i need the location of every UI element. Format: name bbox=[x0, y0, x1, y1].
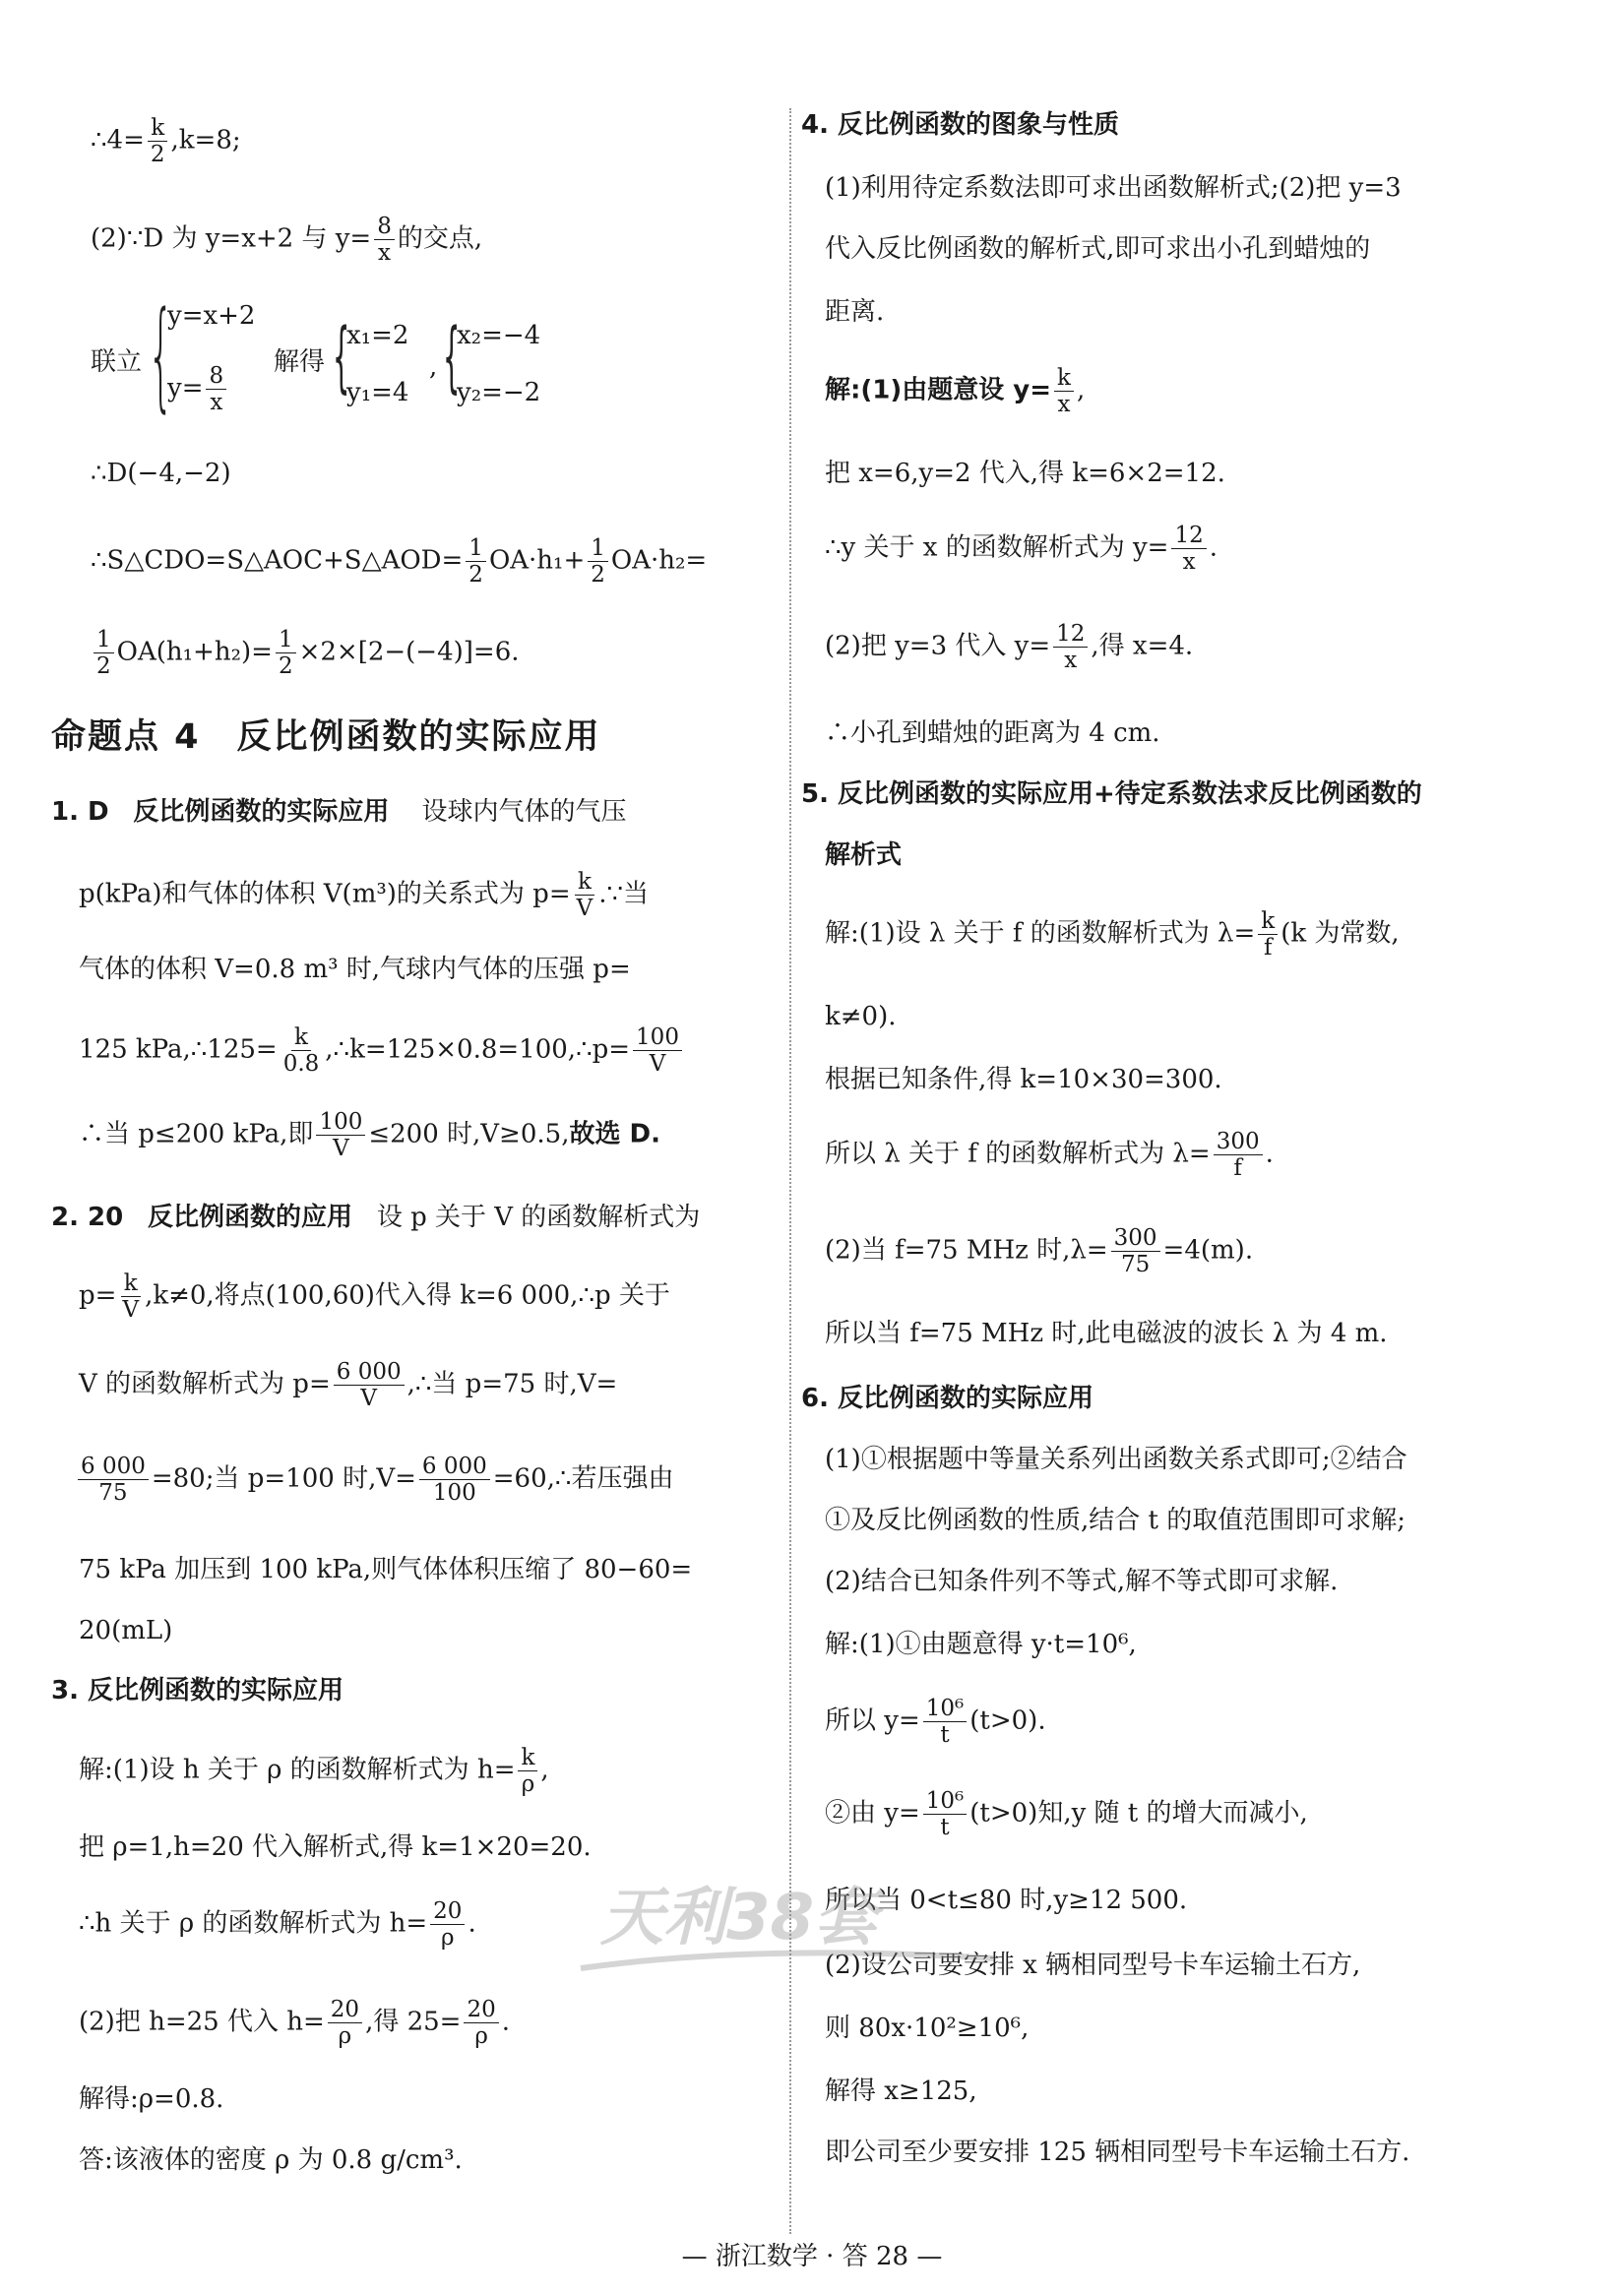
section-heading: 命题点 4 反比例函数的实际应用 bbox=[51, 717, 601, 757]
q5-line1: 解:(1)设 λ 关于 f 的函数解析式为 λ= $\frac{k}{f}$ (k 为常数, bbox=[825, 908, 1400, 961]
q2-line6: 20(mL) bbox=[79, 1616, 173, 1645]
q6-line6: ②由 y= $\frac{\text{10⁶}}{t}$ (t>0)知,y 随 t 的增大而减小, bbox=[825, 1788, 1308, 1841]
q4-line7: (2)把 y=3 代入 y= $\frac{12}{x}$ ,得 x=4. bbox=[825, 621, 1194, 674]
q5-line5: (2)当 f=75 MHz 时,λ= $\frac{300}{75}$ =4(m). bbox=[825, 1225, 1254, 1278]
q4-line4: 解:(1)由题意设 y= $\frac{k}{x}$ , bbox=[825, 365, 1086, 418]
q3-line3: ∴h 关于 ρ 的函数解析式为 h= $\frac{20}{\rho}$ . bbox=[79, 1898, 476, 1952]
q5-line4: 所以 λ 关于 f 的函数解析式为 λ= $\frac{300}{f}$ . bbox=[825, 1129, 1274, 1182]
line-area-sum: ∴S△CDO=S△AOC+S△AOD= $\frac{1}{2}$ OA·h₁+ $\frac{1}{2}$ OA·h₂= bbox=[91, 535, 708, 589]
watermark-logo bbox=[561, 1850, 1014, 2027]
solution-brace-2: { bbox=[443, 313, 461, 402]
system-label: 联立 bbox=[91, 347, 143, 377]
q6-line3: (2)结合已知条件列不等式,解不等式即可求解. bbox=[825, 1567, 1339, 1596]
q3-line2: 把 ρ=1,h=20 代入解析式,得 k=1×20=20. bbox=[79, 1832, 592, 1862]
q6-line2: ①及反比例函数的性质,结合 t 的取值范围即可求解; bbox=[825, 1506, 1406, 1535]
q1-line5: ∴当 p≤200 kPa,即 $\frac{100}{V}$ ≤200 时,V≥0.5,故选 D. bbox=[79, 1109, 660, 1162]
q5-line2: k≠0). bbox=[825, 1002, 897, 1031]
q4-line1: (1)利用待定系数法即可求出函数解析式;(2)把 y=3 bbox=[825, 173, 1402, 203]
q4-line6: ∴y 关于 x 的函数解析式为 y= $\frac{12}{x}$ . bbox=[825, 523, 1218, 576]
q3-line5: 解得:ρ=0.8. bbox=[79, 2084, 224, 2114]
q4-line8: ∴小孔到蜡烛的距离为 4 cm. bbox=[825, 718, 1160, 748]
solution-brace-1: { bbox=[333, 313, 350, 402]
system-eq2: y= $\frac{8}{x}$ bbox=[167, 364, 229, 414]
q5-line3: 根据已知条件,得 k=10×30=300. bbox=[825, 1065, 1222, 1094]
q4-line5: 把 x=6,y=2 代入,得 k=6×2=12. bbox=[825, 459, 1225, 488]
solve-label: 解得 bbox=[274, 347, 326, 377]
q4-line2: 代入反比例函数的解析式,即可求出小孔到蜡烛的 bbox=[825, 234, 1371, 264]
q5-line6: 所以当 f=75 MHz 时,此电磁波的波长 λ 为 4 m. bbox=[825, 1319, 1388, 1348]
left-brace: { bbox=[148, 287, 174, 424]
q6-line7: 所以当 0<t≤80 时,y≥12 500. bbox=[825, 1886, 1188, 1915]
q2-line2: p= $\frac{k}{V}$ ,k≠0,将点(100,60)代入得 k=6 000,∴p 关于 bbox=[79, 1271, 670, 1324]
q6-line1: (1)①根据题中等量关系列出函数关系式即可;②结合 bbox=[825, 1445, 1407, 1474]
line-area-result: $\frac{1}{2}$ OA(h₁+h₂)= $\frac{1}{2}$ ×2×[2−(−4)]=6. bbox=[91, 628, 520, 678]
q2-line4: $\frac{6 000}{75}$ =80;当 p=100 时,V= $\frac{6 000}{100}$ =60,∴若压强由 bbox=[75, 1455, 673, 1505]
q2-line3: V 的函数解析式为 p= $\frac{6 000}{V}$ ,∴当 p=75 时,V= bbox=[79, 1359, 618, 1412]
q6-title: 6. 反比例函数的实际应用 bbox=[801, 1384, 1094, 1413]
q1-line3: 气体的体积 V=0.8 m³ 时,气球内气体的压强 p= bbox=[79, 955, 631, 984]
q1-line4: 125 kPa,∴125= $\frac{k}{0.8}$ ,∴k=125×0.8=100,∴p= $\frac{100}{V}$ bbox=[79, 1025, 685, 1076]
svg-text:天利38套: 天利38套 bbox=[600, 1882, 878, 1954]
q6-line8: (2)设公司要安排 x 辆相同型号卡车运输土石方, bbox=[825, 1951, 1361, 1980]
line-intersection-d: (2)∵D 为 y=x+2 与 y= $\frac{8}{x}$ 的交点, bbox=[91, 214, 483, 267]
line-k-equals-8: ∴4= $\frac{k}{2}$ ,k=8; bbox=[91, 115, 241, 168]
q2-line5: 75 kPa 加压到 100 kPa,则气体体积压缩了 80−60= bbox=[79, 1555, 693, 1584]
solution-separator: , bbox=[429, 352, 438, 382]
q3-line4: (2)把 h=25 代入 h= $\frac{20}{\rho}$ ,得 25= $\frac{20}{\rho}$ . bbox=[79, 1997, 511, 2050]
q3-line6: 答:该液体的密度 ρ 为 0.8 g/cm³. bbox=[79, 2145, 463, 2175]
q4-line3: 距离. bbox=[825, 297, 885, 327]
page-footer: — 浙江数学 · 答 28 — bbox=[681, 2242, 943, 2271]
q5-title-line1: 5. 反比例函数的实际应用+待定系数法求反比例函数的 bbox=[801, 779, 1422, 809]
q6-line4: 解:(1)①由题意得 y·t=10⁶, bbox=[825, 1630, 1137, 1659]
q3-title: 3. 反比例函数的实际应用 bbox=[51, 1676, 344, 1705]
q6-line5: 所以 y= $\frac{\text{10⁶}}{t}$ (t>0). bbox=[825, 1696, 1046, 1749]
system-eq1: y=x+2 bbox=[167, 301, 256, 331]
solution1-x: x₁=2 bbox=[346, 321, 409, 350]
solution2-x: x₂=−4 bbox=[457, 321, 541, 350]
q6-line10: 解得 x≥125, bbox=[825, 2077, 977, 2106]
q6-line9: 则 80x·10²≥10⁶, bbox=[825, 2014, 1030, 2043]
q5-title-line2: 解析式 bbox=[825, 840, 903, 870]
q4-title: 4. 反比例函数的图象与性质 bbox=[801, 110, 1120, 140]
q6-line11: 即公司至少要安排 125 辆相同型号卡车运输土石方. bbox=[825, 2138, 1410, 2167]
q2-header: 2. 20 反比例函数的应用 设 p 关于 V 的函数解析式为 bbox=[51, 1203, 701, 1232]
solution2-y: y₂=−2 bbox=[457, 378, 541, 407]
q1-header: 1. D 反比例函数的实际应用 设球内气体的气压 bbox=[51, 797, 627, 827]
point-d: ∴D(−4,−2) bbox=[91, 459, 231, 488]
q3-line1: 解:(1)设 h 关于 ρ 的函数解析式为 h= $\frac{k}{\rho}$ , bbox=[79, 1745, 549, 1798]
solution1-y: y₁=4 bbox=[346, 378, 409, 407]
q1-line2: p(kPa)和气体的体积 V(m³)的关系式为 p= $\frac{k}{V}$ .∵当 bbox=[79, 869, 650, 922]
